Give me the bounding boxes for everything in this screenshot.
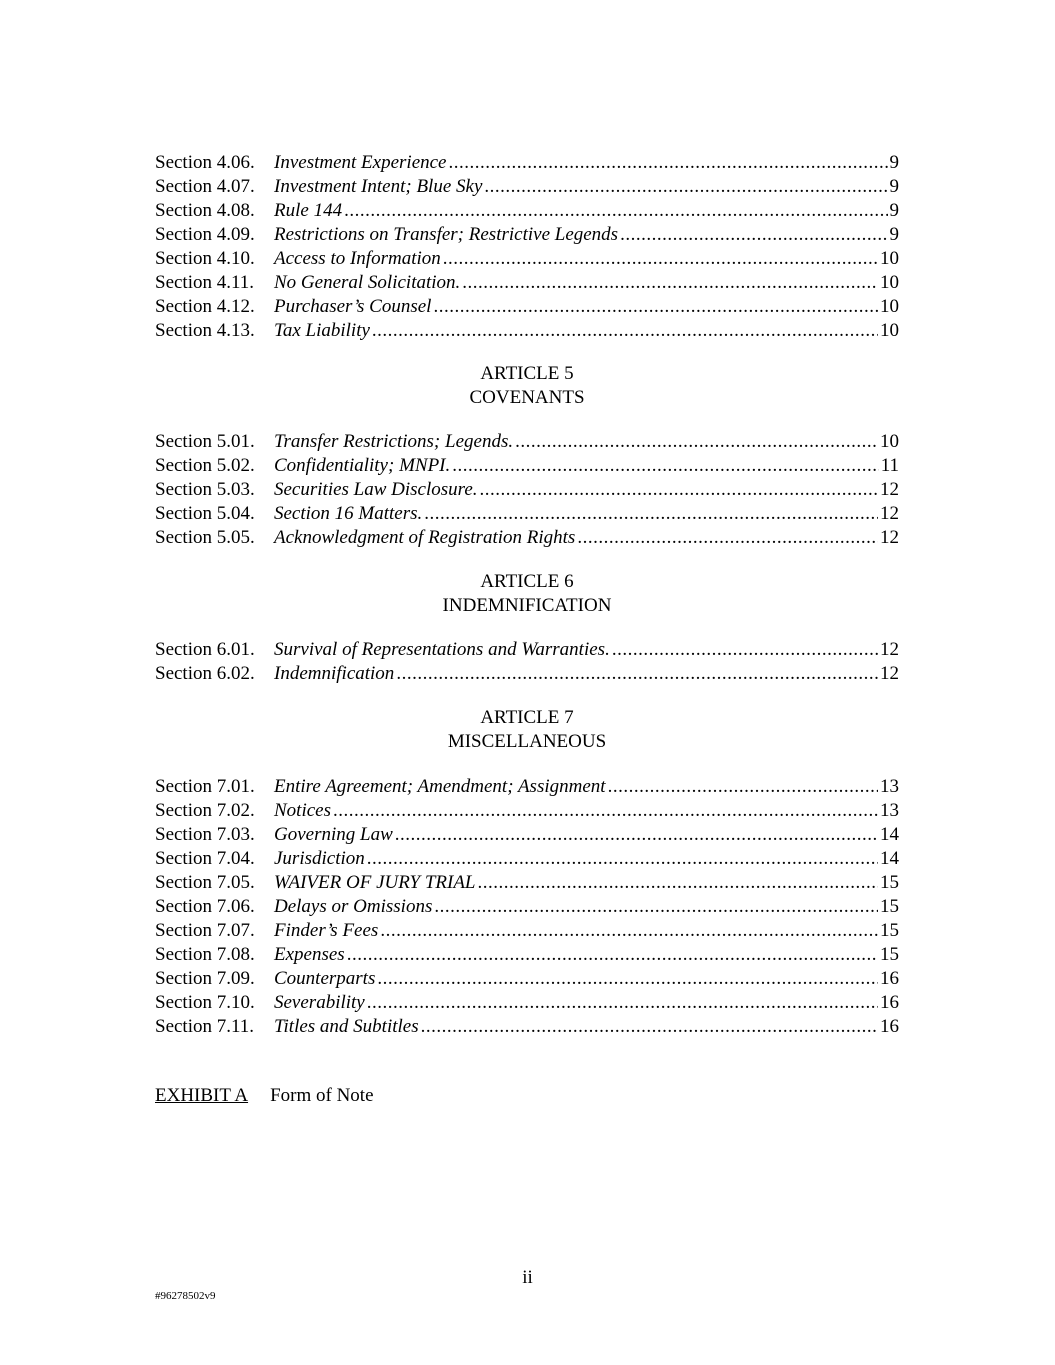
article-title: COVENANTS — [469, 387, 585, 408]
section-number: Section 4.07. — [155, 176, 255, 197]
toc-entry[interactable] — [155, 799, 899, 823]
page-number: ii — [522, 1267, 533, 1288]
toc-entry[interactable] — [155, 478, 899, 502]
exhibit-entry[interactable] — [155, 1084, 374, 1108]
section-number: Section 4.12. — [155, 296, 255, 317]
article-number: ARTICLE 5 — [480, 363, 574, 384]
page-reference: 12 — [880, 527, 899, 548]
page-reference: 12 — [880, 479, 899, 500]
page-reference: 13 — [880, 800, 899, 821]
toc-entry[interactable] — [155, 967, 899, 991]
dot-leader — [367, 991, 878, 1015]
toc-entry[interactable] — [155, 895, 899, 919]
section-number: Section 4.13. — [155, 320, 255, 341]
toc-entry[interactable] — [155, 247, 899, 271]
section-number: Section 7.01. — [155, 776, 255, 797]
section-number: Section 7.05. — [155, 872, 255, 893]
section-number: Section 5.01. — [155, 431, 255, 452]
page-reference: 9 — [889, 224, 899, 245]
toc-entry[interactable] — [155, 638, 899, 662]
page-reference: 9 — [889, 176, 899, 197]
section-title: Access to Information — [274, 248, 441, 269]
dot-leader — [421, 1015, 878, 1039]
page-reference: 11 — [880, 455, 899, 476]
page-reference: 16 — [880, 968, 899, 989]
section-title: Entire Agreement; Amendment; Assignment — [274, 776, 606, 797]
page-reference: 10 — [880, 248, 899, 269]
section-number: Section 7.04. — [155, 848, 255, 869]
page-reference: 9 — [889, 152, 899, 173]
section-title: Purchaser’s Counsel — [274, 296, 432, 317]
dot-leader — [462, 271, 878, 295]
section-number: Section 5.02. — [155, 455, 255, 476]
toc-entry[interactable] — [155, 175, 899, 199]
dot-leader — [608, 775, 878, 799]
section-title: Delays or Omissions — [274, 896, 433, 917]
dot-leader — [480, 478, 878, 502]
page-reference: 14 — [880, 848, 899, 869]
page-reference: 13 — [880, 776, 899, 797]
page-reference: 14 — [880, 824, 899, 845]
page-reference: 15 — [880, 920, 899, 941]
toc-entry[interactable] — [155, 430, 899, 454]
dot-leader — [396, 662, 878, 686]
section-title: Survival of Representations and Warranties. — [274, 639, 610, 660]
toc-article-6-list — [155, 638, 899, 686]
article-title: MISCELLANEOUS — [447, 731, 607, 752]
section-number: Section 4.11. — [155, 272, 255, 293]
section-title: Confidentiality; MNPI. — [274, 455, 451, 476]
section-number: Section 5.05. — [155, 527, 255, 548]
section-number: Section 4.09. — [155, 224, 255, 245]
toc-article-7-list — [155, 775, 899, 1039]
toc-entry[interactable] — [155, 919, 899, 943]
dot-leader — [434, 895, 878, 919]
dot-leader — [449, 151, 888, 175]
toc-entry[interactable] — [155, 847, 899, 871]
article-5-heading — [155, 362, 899, 410]
section-title: WAIVER OF JURY TRIAL — [274, 872, 476, 893]
section-title: Investment Intent; Blue Sky — [274, 176, 483, 197]
dot-leader — [377, 967, 878, 991]
dot-leader — [344, 199, 887, 223]
dot-leader — [380, 919, 878, 943]
section-number: Section 7.03. — [155, 824, 255, 845]
page-reference: 10 — [880, 272, 899, 293]
dot-leader — [612, 638, 878, 662]
toc-entry[interactable] — [155, 319, 899, 343]
toc-entry[interactable] — [155, 271, 899, 295]
section-number: Section 7.11. — [155, 1016, 255, 1037]
article-number: ARTICLE 6 — [480, 571, 574, 592]
toc-entry[interactable] — [155, 526, 899, 550]
toc-entry[interactable] — [155, 823, 899, 847]
article-number: ARTICLE 7 — [480, 707, 574, 728]
section-title: Investment Experience — [274, 152, 447, 173]
section-title: Severability — [274, 992, 365, 1013]
section-number: Section 6.01. — [155, 639, 255, 660]
section-number: Section 4.06. — [155, 152, 255, 173]
toc-entry[interactable] — [155, 871, 899, 895]
dot-leader — [484, 175, 887, 199]
toc-article-4-list — [155, 151, 899, 343]
section-title: Restrictions on Transfer; Restrictive Legends — [274, 224, 619, 245]
section-title: Finder’s Fees — [274, 920, 379, 941]
dot-leader — [515, 430, 878, 454]
page-reference: 10 — [880, 320, 899, 341]
page-reference: 15 — [880, 872, 899, 893]
toc-entry[interactable] — [155, 454, 899, 478]
section-number: Section 7.06. — [155, 896, 255, 917]
dot-leader — [395, 823, 878, 847]
document-id: #96278502v9 — [155, 1290, 216, 1302]
dot-leader — [443, 247, 878, 271]
section-number: Section 6.02. — [155, 663, 255, 684]
toc-entry[interactable] — [155, 223, 899, 247]
section-title: Section 16 Matters. — [274, 503, 423, 524]
section-number: Section 7.10. — [155, 992, 255, 1013]
section-title: Governing Law — [274, 824, 393, 845]
dot-leader — [367, 847, 878, 871]
toc-entry[interactable] — [155, 775, 899, 799]
page-reference: 10 — [880, 296, 899, 317]
section-title: Transfer Restrictions; Legends. — [274, 431, 514, 452]
toc-entry[interactable] — [155, 943, 899, 967]
section-number: Section 7.09. — [155, 968, 255, 989]
toc-entry[interactable] — [155, 199, 899, 223]
article-title: INDEMNIFICATION — [442, 595, 612, 616]
page-reference: 12 — [880, 639, 899, 660]
page-reference: 15 — [880, 896, 899, 917]
section-number: Section 5.04. — [155, 503, 255, 524]
toc-entry[interactable] — [155, 1015, 899, 1039]
toc-entry[interactable] — [155, 295, 899, 319]
section-title: Tax Liability — [274, 320, 370, 341]
exhibit-description: Form of Note — [270, 1085, 374, 1106]
dot-leader — [333, 799, 878, 823]
page-reference: 12 — [880, 663, 899, 684]
dot-leader — [577, 526, 878, 550]
section-number: Section 4.10. — [155, 248, 255, 269]
toc-entry[interactable] — [155, 662, 899, 686]
section-title: Titles and Subtitles — [274, 1016, 419, 1037]
page-reference: 12 — [880, 503, 899, 524]
section-title: Counterparts — [274, 968, 376, 989]
page-reference: 16 — [880, 1016, 899, 1037]
toc-article-5-list — [155, 430, 899, 550]
page-reference: 15 — [880, 944, 899, 965]
dot-leader — [620, 223, 887, 247]
page-reference: 16 — [880, 992, 899, 1013]
section-title: Indemnification — [274, 663, 395, 684]
page-reference: 10 — [880, 431, 899, 452]
page-reference: 9 — [889, 200, 899, 221]
section-number: Section 7.07. — [155, 920, 255, 941]
exhibit-label: EXHIBIT A — [155, 1085, 249, 1106]
dot-leader — [478, 871, 879, 895]
section-number: Section 4.08. — [155, 200, 255, 221]
section-number: Section 5.03. — [155, 479, 255, 500]
section-title: Expenses — [274, 944, 345, 965]
toc-entry[interactable] — [155, 151, 899, 175]
section-title: Jurisdiction — [274, 848, 365, 869]
section-number: Section 7.02. — [155, 800, 255, 821]
dot-leader — [424, 502, 878, 526]
section-title: No General Solicitation. — [274, 272, 461, 293]
toc-entry[interactable] — [155, 991, 899, 1015]
dot-leader — [347, 943, 878, 967]
section-title: Rule 144 — [274, 200, 343, 221]
dot-leader — [452, 454, 878, 478]
section-title: Notices — [274, 800, 331, 821]
dot-leader — [372, 319, 878, 343]
article-7-heading — [155, 706, 899, 754]
dot-leader — [433, 295, 878, 319]
section-title: Securities Law Disclosure. — [274, 479, 478, 500]
article-6-heading — [155, 570, 899, 618]
toc-entry[interactable] — [155, 502, 899, 526]
section-title: Acknowledgment of Registration Rights — [274, 527, 576, 548]
section-number: Section 7.08. — [155, 944, 255, 965]
